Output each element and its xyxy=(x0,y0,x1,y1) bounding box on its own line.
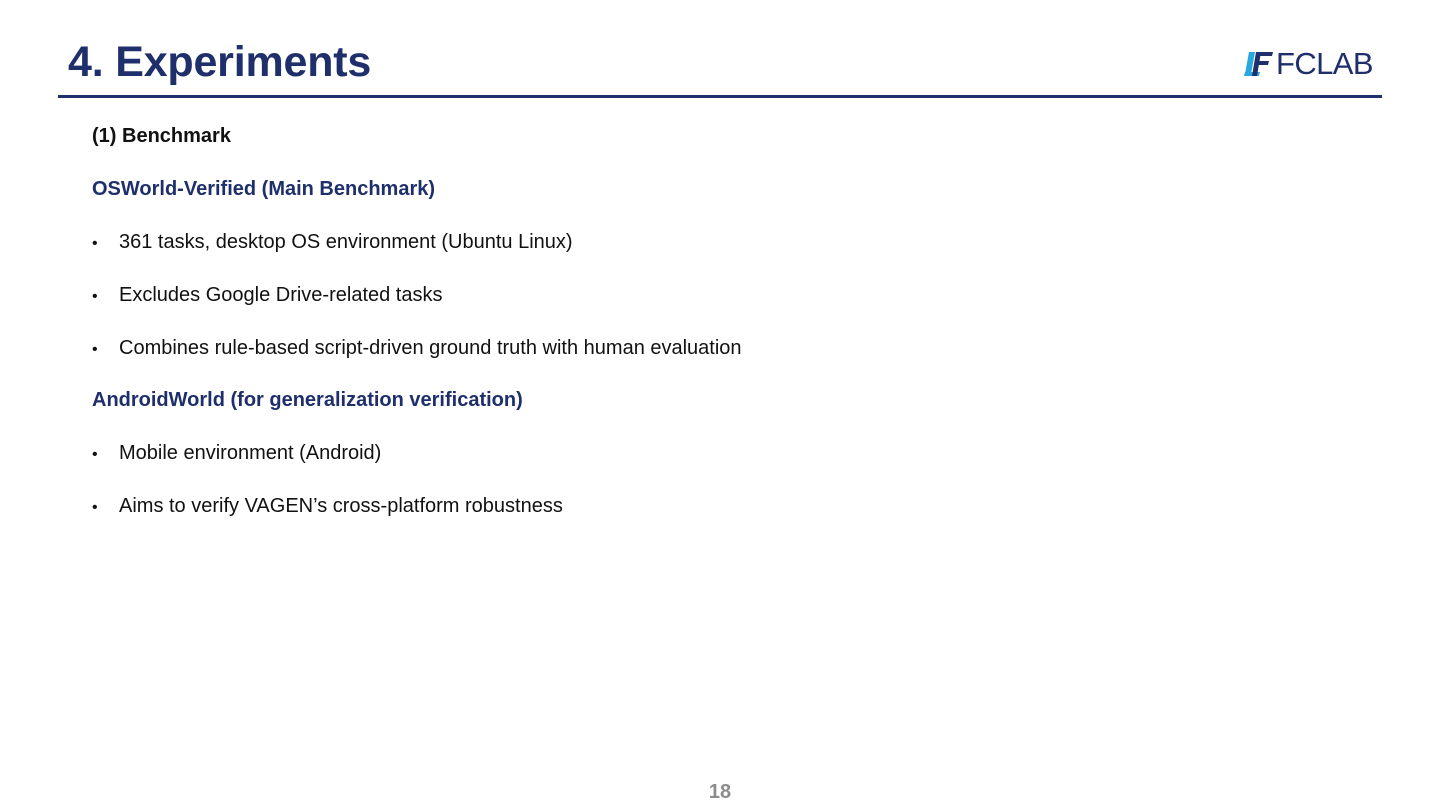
bullet-icon: • xyxy=(92,499,98,516)
bullet-text: Aims to verify VAGEN’s cross-platform robustness xyxy=(119,495,563,517)
section-heading: (1) Benchmark xyxy=(92,125,231,147)
group-heading-androidworld: AndroidWorld (for generalization verification) xyxy=(92,389,523,411)
bullet-icon: • xyxy=(92,341,98,358)
bullet-text: Combines rule-based script-driven ground truth with human evaluation xyxy=(119,337,742,359)
bullet-item xyxy=(92,334,742,364)
bullet-item xyxy=(92,228,573,258)
group-heading-osworld: OSWorld-Verified (Main Benchmark) xyxy=(92,178,436,200)
bullet-item xyxy=(92,439,381,469)
bullet-text: Mobile environment (Android) xyxy=(119,442,382,464)
logo-text: FCLAB xyxy=(1276,46,1373,81)
bullet-item xyxy=(92,492,563,522)
bullet-icon: • xyxy=(92,288,98,305)
slide-title: 4. Experiments xyxy=(68,38,372,86)
title-divider xyxy=(58,95,1382,98)
bullet-icon: • xyxy=(92,446,98,463)
fclab-logo xyxy=(1244,47,1378,81)
bullet-item xyxy=(92,281,442,311)
bullet-text: Excludes Google Drive-related tasks xyxy=(119,284,443,306)
fclab-logo-icon xyxy=(1244,50,1274,78)
bullet-text: 361 tasks, desktop OS environment (Ubuntu Linux) xyxy=(119,231,573,253)
bullet-icon: • xyxy=(92,235,98,252)
page-number: 18 xyxy=(708,781,732,803)
